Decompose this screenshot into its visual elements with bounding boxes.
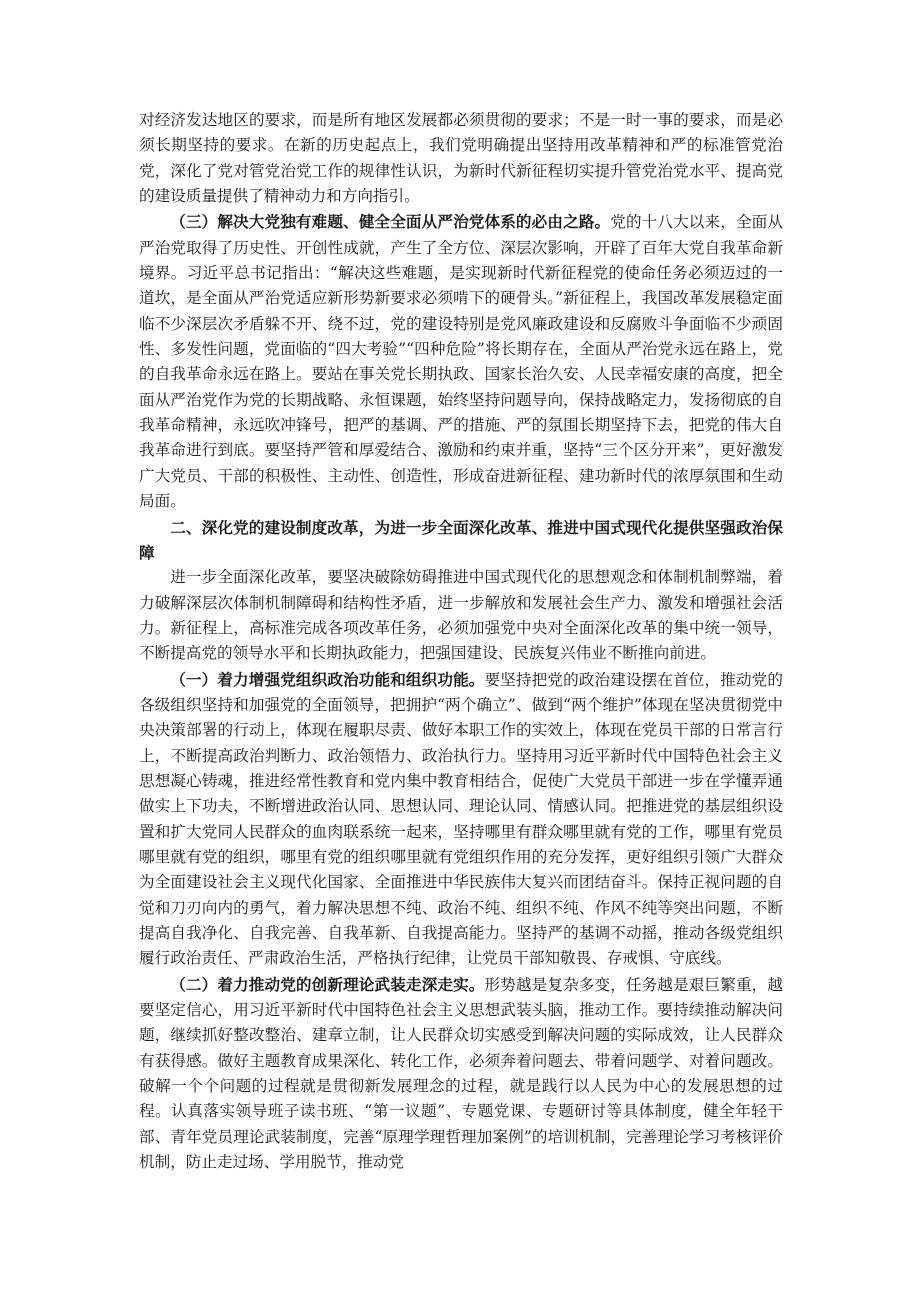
paragraph-text: 进一步全面深化改革，要坚决破除妨碍推进中国式现代化的思想观念和体制机制弊端，着力破解深层次体制机制障碍和结构性矛盾，进一步解放和发展社会生产力、激发和增强社会活力。新征程上，高标准完成各项改革任务，必须加强党中央对全面深化改革的集中统一领导，不断提高党的领导水平和长期执政能力，把强国建设、民族复兴伟业不断推向前进。 — [139, 568, 783, 663]
document-body — [139, 108, 783, 1175]
paragraph-continuation — [139, 108, 783, 209]
subsection-lead-1: （一）着力增强党组织政治功能和组织功能。 — [170, 669, 485, 689]
paragraph-subsection-2 — [139, 972, 783, 1176]
paragraph-subsection-1 — [139, 667, 783, 972]
paragraph-text: 对经济发达地区的要求，而是所有地区发展都必须贯彻的要求；不是一时一事的要求，而是必须长期坚持的要求。在新的历史起点上，我们党明确提出坚持用改革精神和严的标准管党治党，深化了党对管党治党工作的规律性认识，为新时代新征程切实提升管党治党水平、提高党的建设质量提供了精神动力和方向指引。 — [139, 111, 783, 206]
paragraph-text: 党的十八大以来，全面从严治党取得了历史性、开创性成就，产生了全方位、深层次影响，开辟了百年大党自我革命新境界。习近平总书记指出：“解决这些难题，是实现新时代新征程党的使命任务必须迈过的一道坎，是全面从严治党适应新形势新要求必须啃下的硬骨头。”新征程上，我国改革发展稳定面临不少深层次矛盾躲不开、绕不过，党的建设特别是党风廉政建设和反腐败斗争面临不少顽固性、多发性问题，党面临的“四大考验”“四种危险”将长期存在，全面从严治党永远在路上，党的自我革命永远在路上。要站在事关党长期执政、国家长治久安、人民幸福安康的高度，把全面从严治党作为党的长期战略、永恒课题，始终坚持问题导向，保持战略定力，发扬彻底的自我革命精神，永远吹冲锋号，把严的基调、严的措施、严的氛围长期坚持下去，把党的伟大自我革命进行到底。要坚持严管和厚爱结合、激励和约束并重，坚持“三个区分开来”，更好激发广大党员、干部的积极性、主动性、创造性，形成奋进新征程、建功新时代的浓厚氛围和生动局面。 — [139, 213, 783, 511]
section-heading-2: 二、深化党的建设制度改革，为进一步全面深化改革、推进中国式现代化提供坚强政治保障 — [139, 517, 783, 562]
subsection-lead-3: （三）解决大党独有难题、健全全面从严治党体系的必由之路。 — [170, 212, 611, 232]
paragraph-text: 形势越是复杂多变，任务越是艰巨繁重，越要坚定信心，用习近平新时代中国特色社会主义思想武装头脑，推动工作。要持续推动解决问题，继续抓好整改整治、建章立制，让人民群众切实感受到解决问题的实际成效，让人民群众有获得感。做好主题教育成果深化、转化工作，必须奔着问题去、带着问题学、对着问题改。破解一个个问题的过程就是贯彻新发展理念的过程，就是践行以人民为中心的发展思想的过程。认真落实领导班子读书班、“第一议题”、专题党课、专题研讨等具体制度，健全年轻干部、青年党员理论武装制度，完善“原理学理哲理加案例”的培训机制，完善理论学习考核评价机制，防止走过场、学用脱节，推动党 — [139, 975, 783, 1172]
paragraph-text: 要坚持把党的政治建设摆在首位，推动党的各级组织坚持和加强党的全面领导，把拥护“两个确立”、做到“两个维护”体现在坚决贯彻党中央决策部署的行动上，体现在履职尽责、做好本职工作的实效上，体现在党员干部的日常言行上，不断提高政治判断力、政治领悟力、政治执行力。坚持用习近平新时代中国特色社会主义思想凝心铸魂，推进经常性教育和党内集中教育相结合，促使广大党员干部进一步在学懂弄通做实上下功夫，不断增进政治认同、思想认同、理论认同、情感认同。把推进党的基层组织设置和扩大党同人民群众的血肉联系统一起来，坚持哪里有群众哪里就有党的工作，哪里有党员哪里就有党的组织，哪里有党的组织哪里就有党组织作用的充分发挥，更好组织引领广大群众为全面建设社会主义现代化国家、全面推进中华民族伟大复兴而团结奋斗。保持正视问题的自觉和刀刃向内的勇气，着力解决思想不纯、政治不纯、组织不纯、作风不纯等突出问题，不断提高自我净化、自我完善、自我革新、自我提高能力。坚持严的基调不动摇，推动各级党组织履行政治责任、严肃政治生活，严格执行纪律，让党员干部知敬畏、存戒惧、守底线。 — [139, 670, 783, 968]
paragraph-subsection-3 — [139, 209, 783, 514]
subsection-lead-2: （二）着力推动党的创新理论武装走深走实。 — [170, 974, 485, 994]
paragraph-intro — [139, 565, 783, 666]
